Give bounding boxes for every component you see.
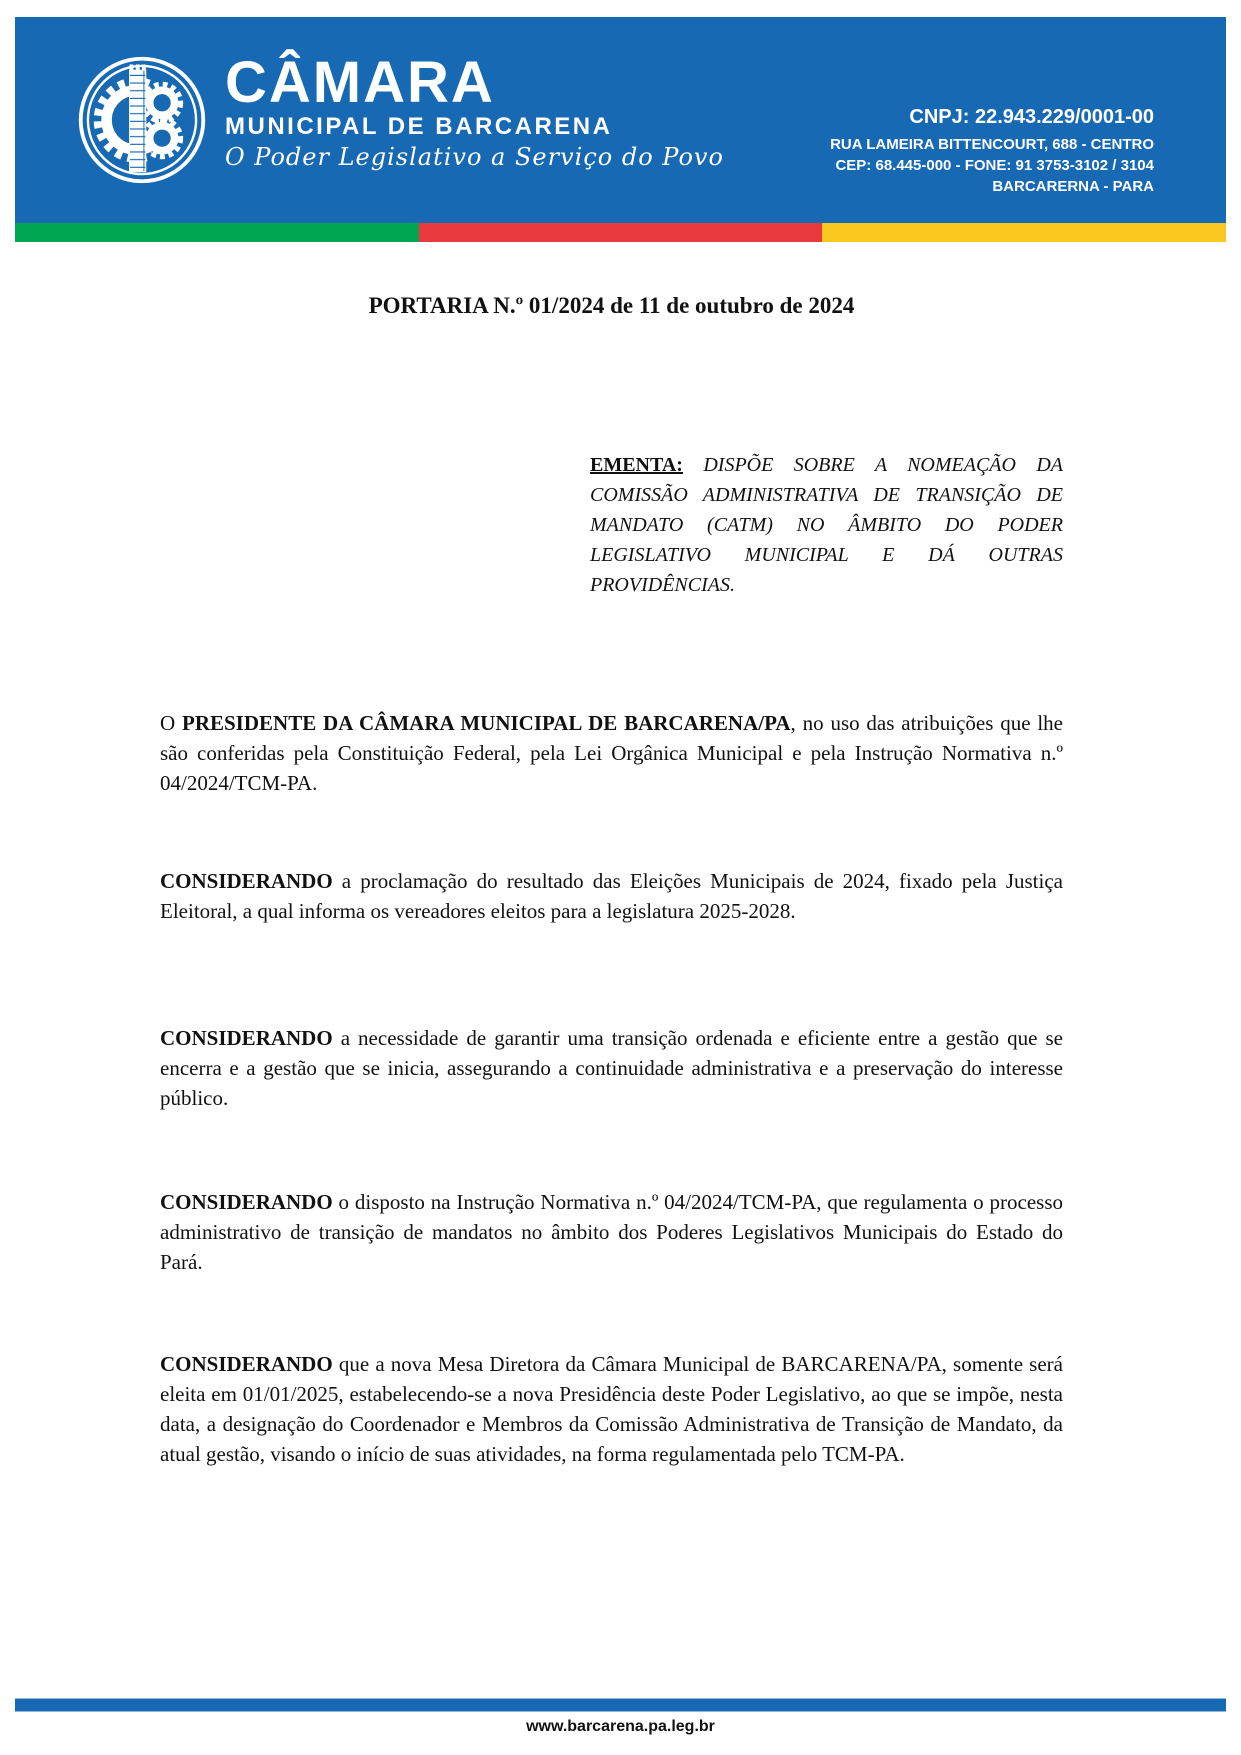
paragraph-text: a proclamação do resultado das Eleições Municipais de 2024, fixado pela Justiça Eleitoral, a qual informa os vereadores eleitos para a legislatura 2025-2028. <box>160 869 1063 923</box>
paragraph-considerando-2 <box>160 1023 1063 1113</box>
city-line: BARCARERNA - PARA <box>992 178 1154 195</box>
paragraph-considerando-3 <box>160 1187 1063 1277</box>
ementa-block <box>590 450 1063 600</box>
paragraph-bold-text: CONSIDERANDO <box>160 869 333 893</box>
org-tagline: O Poder Legislativo a Serviço do Povo <box>225 143 724 171</box>
org-subtitle: MUNICIPAL DE BARCARENA <box>225 113 613 140</box>
cep-fone-line: CEP: 68.445-000 - FONE: 91 3753-3102 / 3104 <box>835 157 1154 174</box>
camara-barcarena-logo-icon <box>75 53 209 187</box>
paragraph-considerando-1 <box>160 866 1063 926</box>
paragraph-text: , no uso das atribuições que lhe são conferidas pela Constituição Federal, pela Lei Orgânica Municipal e pela Instrução Normativa n.º 04/2024/TCM-PA. <box>160 711 1063 795</box>
contact-block <box>830 104 1154 197</box>
paragraph-prefix: O <box>160 711 182 735</box>
paragraph-considerando-4 <box>160 1349 1063 1469</box>
paragraph-bold-text: CONSIDERANDO <box>160 1026 333 1050</box>
org-name: CÂMARA <box>225 50 495 115</box>
cnpj-line: CNPJ: 22.943.229/0001-00 <box>909 106 1154 128</box>
address-line: RUA LAMEIRA BITTENCOURT, 688 - CENTRO <box>830 136 1154 153</box>
gear-tower-emblem-icon <box>75 53 209 187</box>
stripe-green-segment <box>15 223 419 242</box>
document-title: PORTARIA N.º 01/2024 de 11 de outubro de 2024 <box>368 293 855 318</box>
paragraph-bold-text: PRESIDENTE DA CÂMARA MUNICIPAL DE BARCARENA/PA <box>182 711 791 735</box>
paragraph-preamble <box>160 708 1063 798</box>
footer-divider-bar <box>15 1698 1226 1712</box>
brand-block <box>225 50 724 173</box>
paragraph-text: que a nova Mesa Diretora da Câmara Municipal de BARCARENA/PA, somente será eleita em 01/01/2025, estabelecendo-se a nova Presidência deste Poder Legislativo, ao que se impõe, nesta data, a designação do Coordenador e Membros da Comissão Administrativa de Transição de Mandato, da atual gestão, visando o início de suas atividades, na forma regulamentada pelo TCM-PA. <box>160 1352 1063 1466</box>
paragraph-bold-text: CONSIDERANDO <box>160 1190 333 1214</box>
paragraph-text: o disposto na Instrução Normativa n.º 04/2024/TCM-PA, que regulamenta o processo administrativo de transição de mandatos no âmbito dos Poderes Legislativos Municipais do Estado do Pará. <box>160 1190 1063 1274</box>
ementa-label: EMENTA: <box>590 454 683 476</box>
paragraph-text: a necessidade de garantir uma transição ordenada e eficiente entre a gestão que se encerra e a gestão que se inicia, assegurando a continuidade administrativa e a preservação do interesse público. <box>160 1026 1063 1110</box>
stripe-red-segment <box>419 223 823 242</box>
header-band <box>15 17 1226 223</box>
stripe-yellow-segment <box>822 223 1226 242</box>
paragraph-bold-text: CONSIDERANDO <box>160 1352 333 1376</box>
footer-website: www.barcarena.pa.leg.br <box>526 1718 715 1735</box>
ementa-text: DISPÕE SOBRE A NOMEAÇÃO DA COMISSÃO ADMINISTRATIVA DE TRANSIÇÃO DE MANDATO (CATM) NO ÂMBITO DO PODER LEGISLATIVO MUNICIPAL E DÁ OUTRAS PROVIDÊNCIAS. <box>590 454 1063 596</box>
tricolor-stripe <box>15 223 1226 242</box>
